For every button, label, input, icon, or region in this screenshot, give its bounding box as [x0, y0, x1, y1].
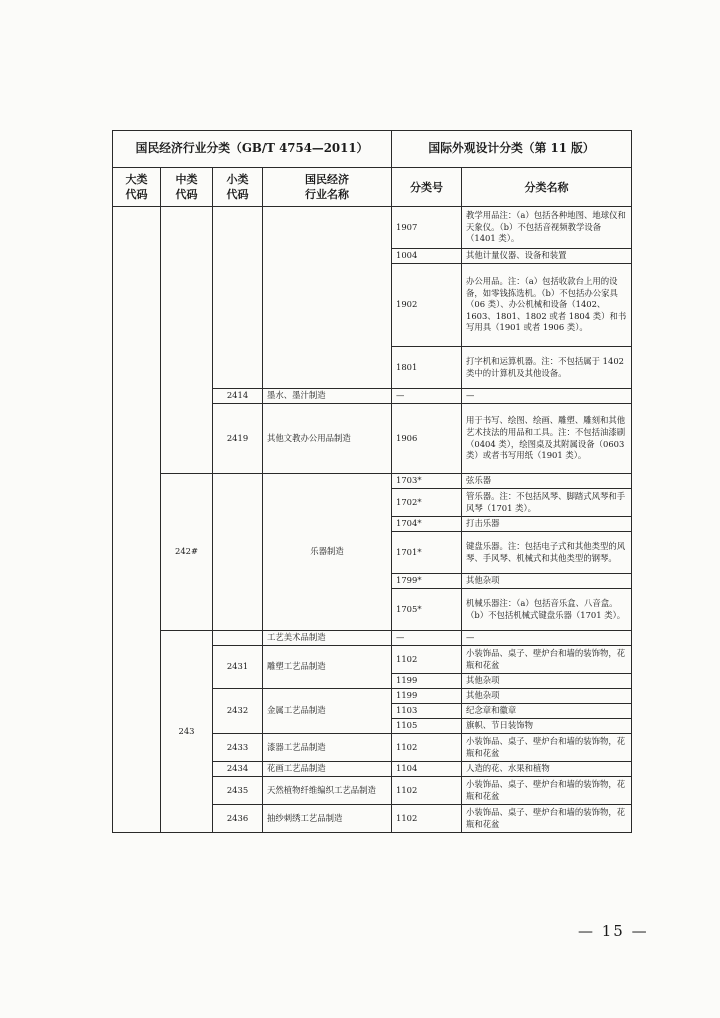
class-no-cell: 1799*	[392, 574, 462, 589]
class-no-cell: 1705*	[392, 589, 462, 631]
page-number: — 15 —	[578, 922, 649, 940]
minor-code-cell: 2414	[213, 389, 263, 404]
class-no-cell: 1102	[392, 777, 462, 805]
table-row	[113, 631, 632, 646]
class-name-cell: 小装饰品、桌子、壁炉台和墙的装饰物，花瓶和花盆	[462, 646, 632, 674]
class-no-cell: 1102	[392, 646, 462, 674]
minor-code-cell	[213, 207, 263, 389]
minor-code-cell: 2436	[213, 805, 263, 833]
class-name-cell: —	[462, 631, 632, 646]
major-code-cell	[113, 207, 161, 833]
industry-name-cell: 天然植物纤维编织工艺品制造	[263, 777, 392, 805]
col-header-major: 大类 代码	[113, 168, 161, 207]
medium-code-cell: 242#	[161, 474, 213, 631]
class-no-cell: 1103	[392, 704, 462, 719]
class-name-cell: 机械乐器注：（a）包括音乐盒、八音盒。（b）不包括机械式键盘乐器（1701 类）。	[462, 589, 632, 631]
industry-name-cell: 金属工艺品制造	[263, 689, 392, 734]
class-no-cell: 1104	[392, 762, 462, 777]
class-no-cell: 1199	[392, 674, 462, 689]
class-name-cell: 其他杂项	[462, 674, 632, 689]
minor-code-cell: 2435	[213, 777, 263, 805]
industry-name-cell: 花画工艺品制造	[263, 762, 392, 777]
classification-table	[112, 130, 632, 833]
class-name-cell: 其他计量仪器、设备和装置	[462, 249, 632, 264]
class-no-cell: 1004	[392, 249, 462, 264]
right-section-title: 国际外观设计分类（第 11 版）	[392, 131, 632, 168]
class-name-cell: 其他杂项	[462, 574, 632, 589]
class-no-cell: 1906	[392, 404, 462, 474]
class-no-cell: 1701*	[392, 532, 462, 574]
minor-code-cell: 2433	[213, 734, 263, 762]
class-name-cell: 键盘乐器。注：包括电子式和其他类型的风琴、手风琴、机械式和其他类型的钢琴。	[462, 532, 632, 574]
industry-name-cell: 雕塑工艺品制造	[263, 646, 392, 689]
class-name-cell: 打击乐器	[462, 517, 632, 532]
table-row	[113, 207, 632, 249]
class-no-cell: —	[392, 631, 462, 646]
class-no-cell: —	[392, 389, 462, 404]
class-no-cell: 1907	[392, 207, 462, 249]
class-name-cell: 其他杂项	[462, 689, 632, 704]
class-no-cell: 1105	[392, 719, 462, 734]
industry-name-cell: 乐器制造	[263, 474, 392, 631]
class-name-cell: 小装饰品、桌子、壁炉台和墙的装饰物，花瓶和花盆	[462, 734, 632, 762]
class-no-cell: 1703*	[392, 474, 462, 489]
col-header-medium: 中类 代码	[161, 168, 213, 207]
minor-code-cell: 2431	[213, 646, 263, 689]
class-no-cell: 1801	[392, 347, 462, 389]
industry-name-cell	[263, 207, 392, 389]
class-name-cell: 用于书写、绘图、绘画、雕塑、雕刻和其他艺术技法的用品和工具。注：不包括油漆刷（0404 类），绘图桌及其附属设备（0603 类）或者书写用纸（1901 类）。	[462, 404, 632, 474]
header-row-columns	[113, 168, 632, 207]
class-name-cell: 小装饰品、桌子、壁炉台和墙的装饰物，花瓶和花盆	[462, 777, 632, 805]
class-no-cell: 1102	[392, 805, 462, 833]
header-row-titles	[113, 131, 632, 168]
class-no-cell: 1704*	[392, 517, 462, 532]
class-name-cell: 打字机和运算机器。注：不包括属于 1402 类中的计算机及其他设备。	[462, 347, 632, 389]
class-name-cell: 纪念章和徽章	[462, 704, 632, 719]
class-no-cell: 1702*	[392, 489, 462, 517]
class-no-cell: 1902	[392, 264, 462, 347]
class-name-cell: 弦乐器	[462, 474, 632, 489]
class-name-cell: 人造的花、水果和植物	[462, 762, 632, 777]
class-no-cell: 1199	[392, 689, 462, 704]
industry-name-cell: 其他文教办公用品制造	[263, 404, 392, 474]
col-header-class-name: 分类名称	[462, 168, 632, 207]
class-name-cell: 旗帜、节日装饰物	[462, 719, 632, 734]
table-row	[113, 474, 632, 489]
medium-code-cell	[161, 207, 213, 474]
class-name-cell: 教学用品注：（a）包括各种地图、地球仪和天象仪。（b）不包括音视频教学设备（1401 类）。	[462, 207, 632, 249]
industry-name-cell: 墨水、墨汁制造	[263, 389, 392, 404]
class-name-cell: 办公用品。注：（a）包括收款台上用的设备，如零钱拣选机。（b）不包括办公家具（06 类）、办公机械和设备（1402、1603、1801、1802 或者 1804 类）和书写用具（1901 或者 1906 类）。	[462, 264, 632, 347]
industry-name-cell: 工艺美术品制造	[263, 631, 392, 646]
left-section-title: 国民经济行业分类（GB/T 4754—2011）	[113, 131, 392, 168]
col-header-class-no: 分类号	[392, 168, 462, 207]
minor-code-cell: 2432	[213, 689, 263, 734]
class-no-cell: 1102	[392, 734, 462, 762]
minor-code-cell	[213, 474, 263, 631]
medium-code-cell: 243	[161, 631, 213, 833]
minor-code-cell	[213, 631, 263, 646]
industry-name-cell: 抽纱刺绣工艺品制造	[263, 805, 392, 833]
class-name-cell: 管乐器。注：不包括风琴、脚踏式风琴和手风琴（1701 类）。	[462, 489, 632, 517]
minor-code-cell: 2434	[213, 762, 263, 777]
class-name-cell: 小装饰品、桌子、壁炉台和墙的装饰物，花瓶和花盆	[462, 805, 632, 833]
minor-code-cell: 2419	[213, 404, 263, 474]
col-header-minor: 小类 代码	[213, 168, 263, 207]
industry-name-cell: 漆器工艺品制造	[263, 734, 392, 762]
col-header-industry-name: 国民经济 行业名称	[263, 168, 392, 207]
class-name-cell: —	[462, 389, 632, 404]
